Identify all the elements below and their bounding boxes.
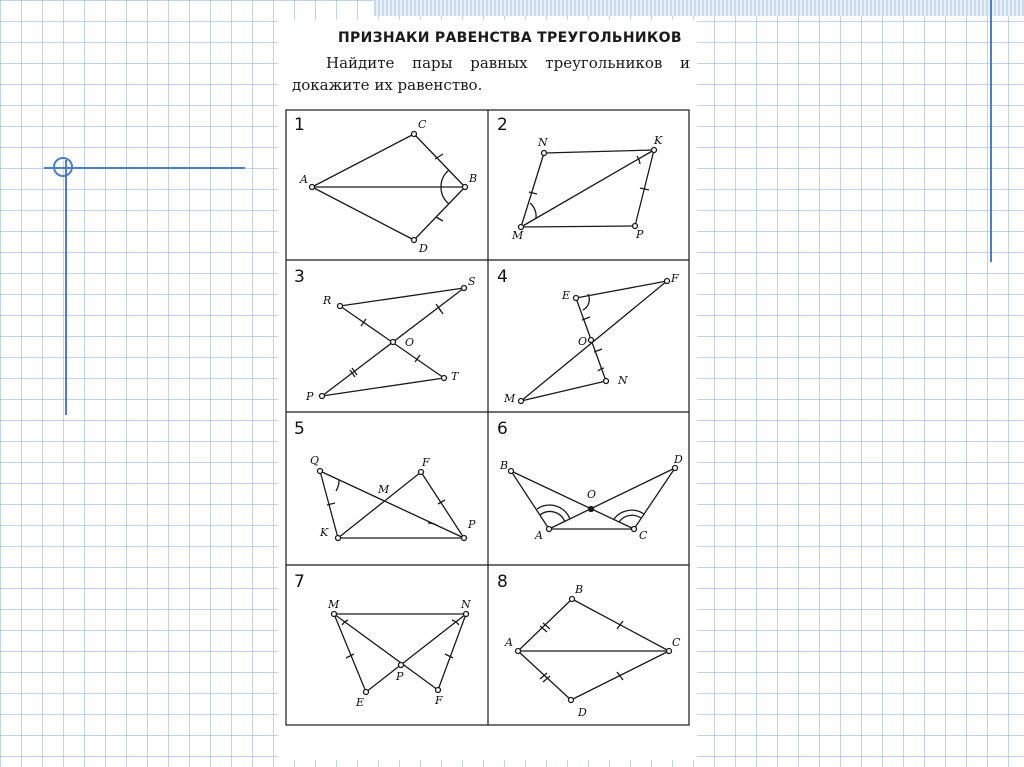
vertex-label: F	[671, 272, 679, 285]
vertex-label: A	[505, 636, 513, 649]
figure-4	[497, 267, 679, 405]
vertex-label: F	[435, 694, 443, 707]
figure-number: 7	[294, 572, 305, 592]
figure-1	[294, 115, 477, 255]
vertex-label: N	[461, 598, 471, 611]
vertex-label: B	[500, 459, 509, 472]
vertex-label: E	[562, 289, 571, 302]
vertex-label: D	[578, 706, 587, 719]
figure-7	[294, 572, 471, 709]
vertex-label: B	[469, 172, 478, 185]
vertex-label: S	[468, 275, 476, 288]
vertical-line-decoration	[65, 160, 67, 415]
figure-number: 4	[497, 267, 508, 287]
figure-number: 3	[294, 267, 305, 287]
vertex-label: P	[396, 670, 404, 683]
figures-grid	[278, 20, 697, 760]
vertex-label: O	[405, 336, 415, 349]
vertex-label: M	[378, 483, 390, 496]
vertex-label: R	[323, 294, 332, 307]
figure-number: 1	[294, 115, 305, 135]
vertical-line-decoration	[990, 0, 992, 262]
figure-number: 2	[497, 115, 508, 135]
vertex-label: B	[575, 583, 584, 596]
vertex-label: C	[418, 118, 427, 131]
vertex-label: P	[636, 228, 644, 241]
vertex-label: Q	[310, 454, 320, 467]
figure-8	[497, 572, 681, 719]
header-band-decoration	[374, 0, 1024, 16]
vertex-label: O	[587, 488, 597, 501]
vertex-label: A	[300, 173, 308, 186]
vertex-label: E	[356, 696, 365, 709]
page-title: ПРИЗНАКИ РАВЕНСТВА ТРЕУГОЛЬНИКОВ	[338, 30, 682, 46]
vertex-label: P	[468, 518, 476, 531]
vertex-label: P	[306, 390, 314, 403]
vertex-label: F	[422, 456, 430, 469]
horizontal-line-decoration	[44, 167, 245, 169]
circle-decoration	[53, 157, 73, 177]
vertex-label: M	[512, 229, 524, 242]
figure-2	[497, 115, 663, 242]
task-text: Найдите пары равных треугольников и докажите их равенство.	[292, 54, 690, 94]
figure-5	[294, 419, 476, 541]
vertex-label: M	[328, 598, 340, 611]
vertex-label: N	[538, 136, 548, 149]
vertex-label: A	[535, 529, 543, 542]
vertex-label: K	[654, 134, 663, 147]
figure-number: 5	[294, 419, 305, 439]
worksheet	[278, 20, 697, 760]
vertex-label: D	[419, 242, 428, 255]
vertex-label: K	[320, 526, 329, 539]
vertex-label: M	[504, 392, 516, 405]
vertex-label: T	[451, 370, 459, 383]
vertex-label: N	[618, 374, 628, 387]
vertex-label: D	[674, 453, 683, 466]
vertex-label: C	[639, 529, 648, 542]
figure-number: 6	[497, 419, 508, 439]
figure-3	[294, 267, 476, 403]
figure-6	[497, 419, 683, 542]
vertex-label: C	[672, 636, 681, 649]
vertex-label: O	[578, 335, 588, 348]
figure-number: 8	[497, 572, 508, 592]
